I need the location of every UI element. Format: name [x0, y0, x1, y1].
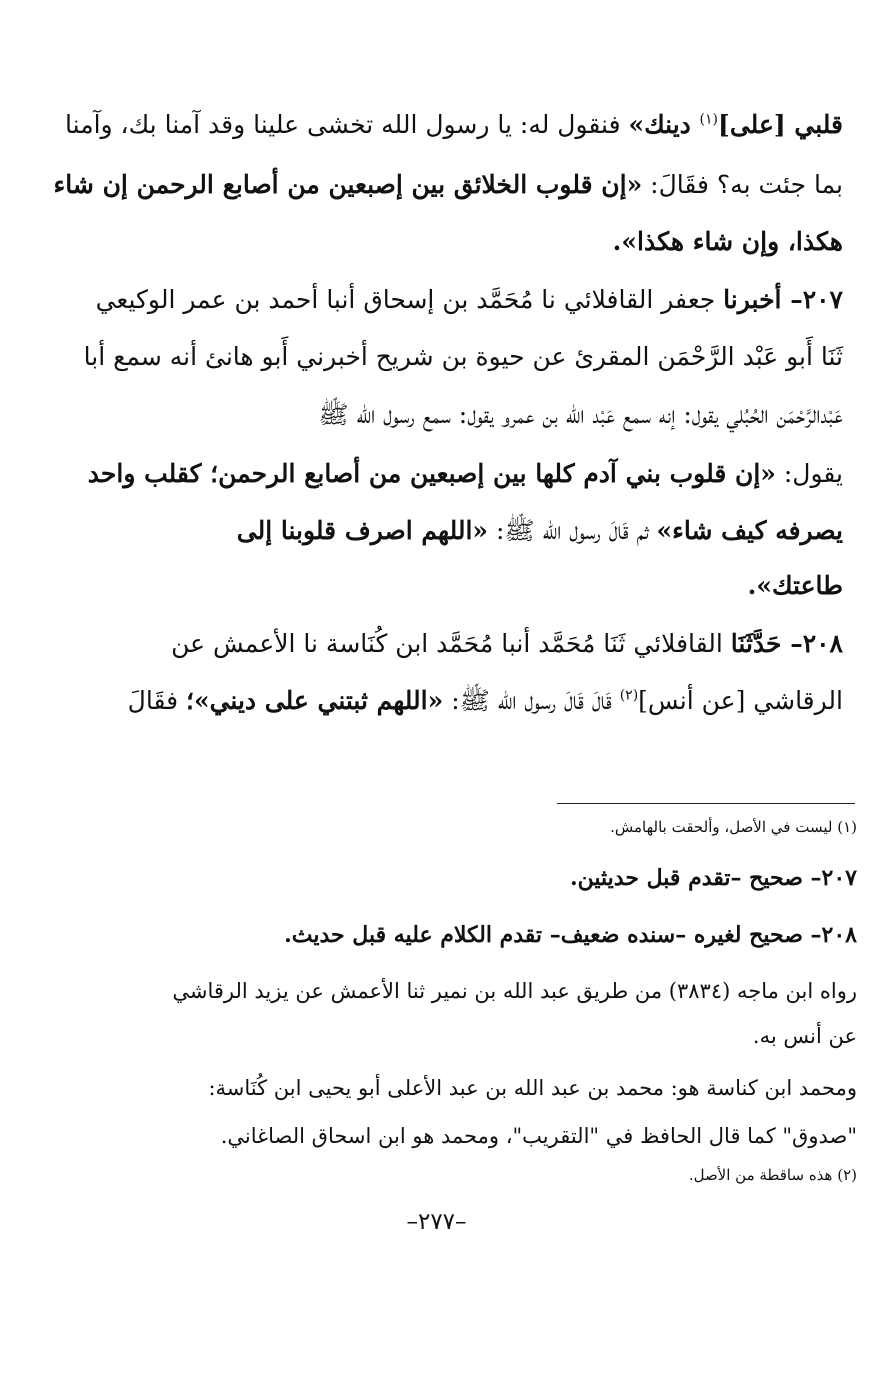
note-paragraph: ومحمد ابن كناسة هو: محمد بن عبد الله بن عبد الأعلى أبو يحيى ابن كُنَاسة:	[208, 1076, 857, 1100]
hadith-207-line	[33, 280, 843, 322]
text-line	[33, 105, 843, 147]
plain-text: القافلائي ثَنَا مُحَمَّد أنبا مُحَمَّد ابن كُنَاسة نا الأعمش عن	[171, 629, 731, 658]
text-line	[33, 222, 843, 264]
hadith-number-207: ٢٠٧– أخبرنا	[723, 285, 843, 314]
text-line	[33, 566, 843, 608]
plain-text: قَالَ قَالَ رسول الله ﷺ:	[443, 686, 620, 715]
footnote-1: (١) ليست في الأصل، وألحقت بالهامش.	[610, 818, 857, 836]
hadith-208-line	[33, 624, 843, 666]
text-line	[33, 681, 843, 723]
plain-text: عَبْدالرَّحْمَن الحُبُلي يقول: إنه سمع عَبْد الله بن عمرو يقول: سمع رسول الله ﷺ	[318, 400, 843, 429]
plain-text: الرقاشي [عن أنس]	[638, 686, 843, 715]
plain-text: ثم قَالَ رسول الله ﷺ:	[488, 516, 657, 545]
plain-text: فنقول له: يا رسول الله تخشى علينا وقد آمنا بك، وآمنا	[65, 110, 629, 139]
bold-text: «إن قلوب الخلائق بين إصبعين من أصابع الرحمن إن شاء	[53, 170, 643, 199]
bold-text: طاعتك».	[747, 571, 843, 600]
note-paragraph: عن أنس به.	[752, 1024, 857, 1048]
plain-text: بما جئت به؟ فقَالَ:	[642, 170, 843, 199]
text-line	[33, 511, 843, 553]
bold-text: قلبي [على]	[718, 110, 843, 139]
text-line	[33, 165, 843, 207]
note-208-heading: ٢٠٨– صحيح لغيره –سنده ضعيف– تقدم الكلام عليه قبل حديث.	[284, 922, 857, 948]
footnote-marker: (٢)	[619, 687, 639, 704]
bold-text: يصرفه كيف شاء»	[656, 516, 843, 545]
note-paragraph: "صدوق" كما قال الحافظ في "التقريب"، ومحمد هو ابن اسحاق الصاغاني.	[220, 1124, 857, 1148]
plain-text: ثَنَا أَبو عَبْد الرَّحْمَن المقرئ عن حيوة بن شريح أخبرني أَبو هانئ أنه سمع أبا	[83, 342, 843, 371]
text-line	[33, 395, 843, 437]
bold-text: «اللهم اصرف قلوبنا إلى	[236, 516, 489, 545]
text-line	[33, 454, 843, 496]
bold-text: دينك»	[628, 110, 700, 139]
note-207-heading: ٢٠٧– صحيح –تقدم قبل حديثين.	[569, 865, 857, 891]
footnote-marker: (١)	[699, 111, 718, 128]
plain-text: يقول:	[775, 459, 843, 488]
page-number: –٢٧٧–	[406, 1209, 467, 1235]
footnote-2: (٢) هذه ساقطة من الأصل.	[688, 1166, 857, 1184]
text-line	[33, 337, 843, 379]
bold-text: هكذا، وإن شاء هكذا».	[612, 227, 843, 256]
bold-text: «إن قلوب بني آدم كلها بين إصبعين من أصابع الرحمن؛ كقلب واحد	[87, 459, 776, 488]
plain-text: جعفر القافلائي نا مُحَمَّد بن إسحاق أنبا أحمد بن عمر الوكيعي	[95, 285, 724, 314]
plain-text: فقَالَ	[127, 686, 186, 715]
note-paragraph: رواه ابن ماجه (٣٨٣٤) من طريق عبد الله بن نمير ثنا الأعمش عن يزيد الرقاشي	[172, 979, 857, 1003]
hadith-number-208: ٢٠٨– حَدَّثَنَا	[730, 629, 843, 658]
bold-text: «اللهم ثبتني على ديني»؛	[186, 686, 444, 715]
footnote-divider	[557, 803, 855, 804]
